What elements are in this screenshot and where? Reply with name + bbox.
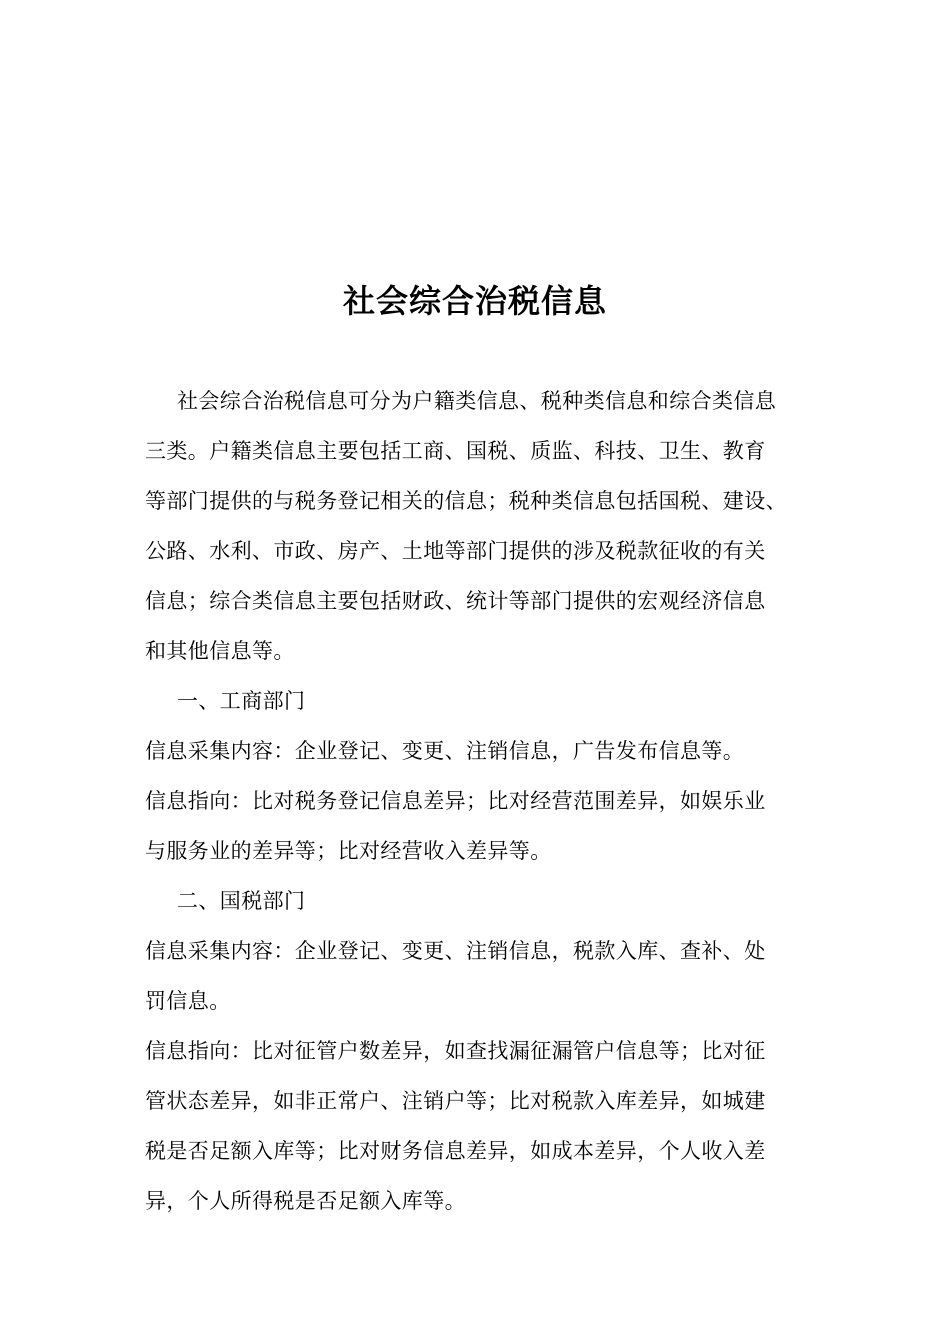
info-direction-line: 与服务业的差异等；比对经营收入差异等。 — [145, 839, 552, 863]
info-direction-line: 信息指向：比对征管户数差异，如查找漏征漏管户信息等；比对征 — [145, 1039, 766, 1063]
section-heading: 二、国税部门 — [177, 889, 306, 913]
info-direction-line: 信息指向：比对税务登记信息差异；比对经营范围差异，如娱乐业 — [145, 789, 766, 813]
paragraph-line: 社会综合治税信息可分为户籍类信息、税种类信息和综合类信息 — [177, 389, 777, 413]
info-direction-line: 税是否足额入库等；比对财务信息差异，如成本差异，个人收入差 — [145, 1139, 766, 1163]
info-direction-line: 管状态差异，如非正常户、注销户等；比对税款入库差异，如城建 — [145, 1089, 766, 1113]
paragraph-line: 三类。户籍类信息主要包括工商、国税、质监、科技、卫生、教育 — [145, 439, 766, 463]
paragraph-line: 信息；综合类信息主要包括财政、统计等部门提供的宏观经济信息 — [145, 589, 766, 613]
paragraph-line: 和其他信息等。 — [145, 639, 295, 663]
paragraph-line: 等部门提供的与税务登记相关的信息；税种类信息包括国税、建设、 — [145, 489, 787, 513]
info-direction-line: 异，个人所得税是否足额入库等。 — [145, 1189, 466, 1213]
info-collection-line: 信息采集内容：企业登记、变更、注销信息，税款入库、查补、处 — [145, 939, 766, 963]
section-heading: 一、工商部门 — [177, 689, 306, 713]
info-collection-line: 罚信息。 — [145, 989, 231, 1013]
info-collection-line: 信息采集内容：企业登记、变更、注销信息，广告发布信息等。 — [145, 739, 745, 763]
document-title: 社会综合治税信息 — [342, 282, 607, 320]
paragraph-line: 公路、水利、市政、房产、土地等部门提供的涉及税款征收的有关 — [145, 539, 766, 563]
